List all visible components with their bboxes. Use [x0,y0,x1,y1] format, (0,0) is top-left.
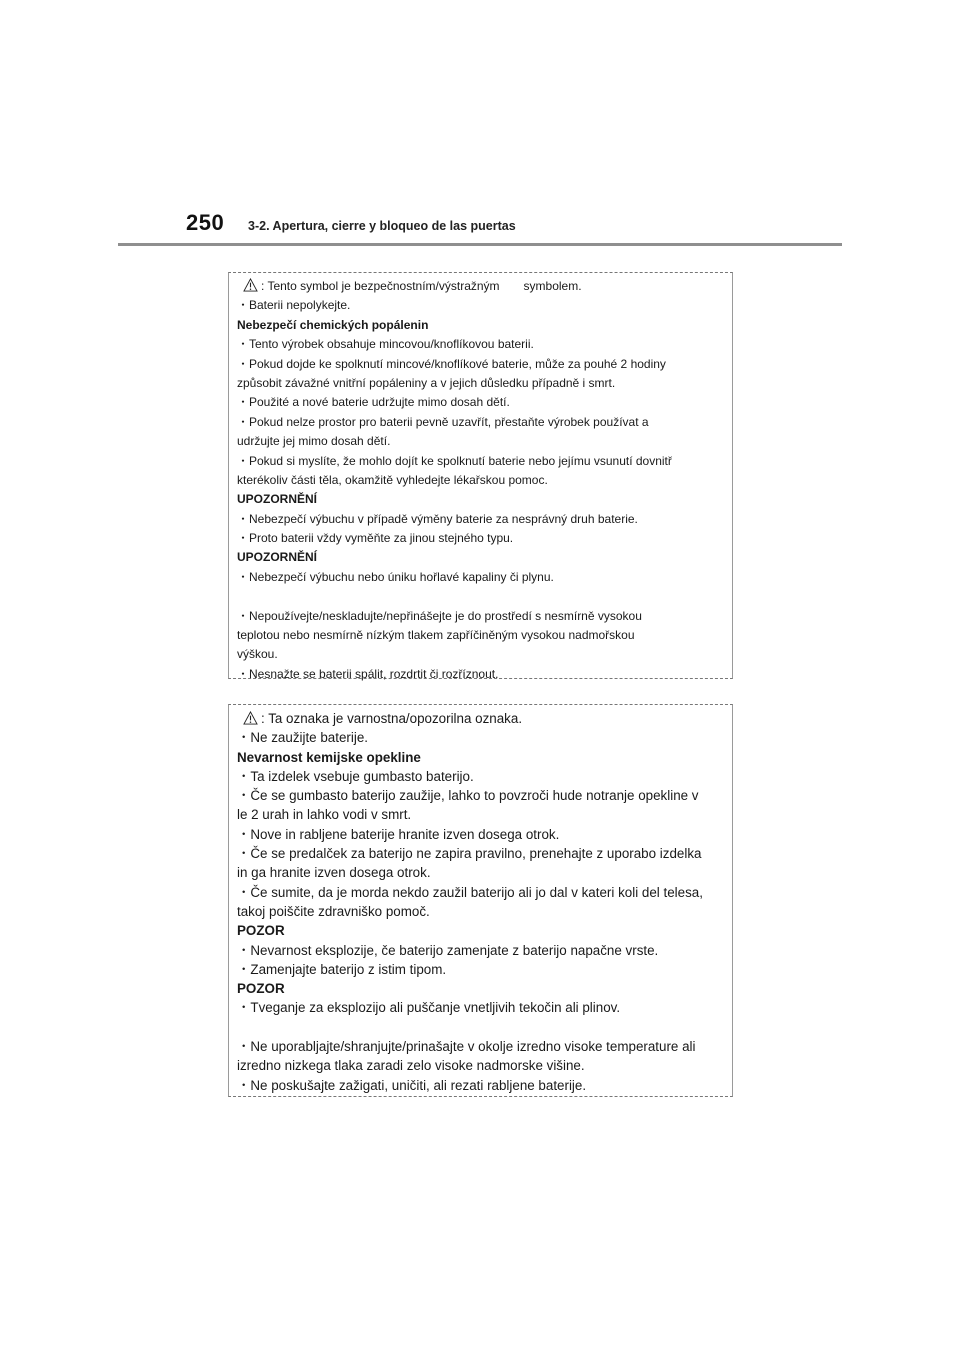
section-title: 3-2. Apertura, cierre y bloqueo de las puertas [248,219,516,233]
text-line: ・Ne uporabljajte/shranjujte/prinašajte v okolje izredno visoke temperature ali [237,1039,696,1055]
paragraph-gap [237,587,724,606]
header-rule [118,243,842,246]
symbol-line [237,277,724,296]
text-line: izredno nizkega tlaka zaradi zelo visoke nadmorske višine. [237,1058,585,1074]
text-line: ・Proto baterii vždy vyměňte za jinou stejného typu. [237,531,514,546]
page-number: 250 [186,210,225,235]
text-line: udržujte jej mimo dosah dětí. [237,434,391,449]
text-line: le 2 urah in lahko vodi v smrt. [237,807,412,823]
warning-triangle-icon [239,711,261,725]
text-line: výškou. [237,647,278,662]
text-line: ・Ta izdelek vsebuje gumbasto baterijo. [237,768,474,784]
text-line: ・Baterii nepolykejte. [237,298,351,313]
text-line: ・Nepoužívejte/neskladujte/nepřinášejte je do prostředí s nesmírně vysokou [237,608,642,623]
text-line: ・Pokud si myslíte, že mohlo dojít ke spolknutí baterie nebo jejímu vsunutí dovnitř [237,453,672,468]
heading-line: Nebezpečí chemických popálenin [237,317,429,332]
text-line: ・Nebezpečí výbuchu nebo úniku hořlavé kapaliny či plynu. [237,569,554,584]
czech-lines-after [237,607,724,685]
heading-line: POZOR [237,923,285,939]
text-line: ・Tveganje za eksplozijo ali puščanje vnetljivih tekočin ali plinov. [237,1000,621,1016]
text-line: ・Nebezpečí výbuchu v případě výměny baterie za nesprávný druh baterie. [237,511,638,526]
text-line: teplotou nebo nesmírně nízkým tlakem zapříčiněným vysokou nadmořskou [237,628,635,643]
heading-line: UPOZORNĚNÍ [237,550,318,565]
text-line: ・Tento výrobek obsahuje mincovou/knoflíkovou baterii. [237,337,534,352]
text-line: ・Pokud nelze prostor pro baterii pevně uzavřít, přestaňte výrobek používat a [237,414,649,429]
text-line: takoj poiščite zdravniško pomoč. [237,903,430,919]
warning-box-czech [228,272,733,679]
text-line: ・Če sumite, da je morda nekdo zaužil baterijo ali jo dal v kateri koli del telesa, [237,884,703,900]
text-line: způsobit závažné vnitřní popáleniny a v jejich důsledku případně i smrt. [237,375,616,390]
heading-line: POZOR [237,981,285,997]
paragraph-gap [237,1018,724,1037]
text-line: ・Nevarnost eksplozije, če baterijo zamenjate z baterijo napačne vrste. [237,942,659,958]
text-line: ・Če se gumbasto baterijo zaužije, lahko to povzroči hude notranje opekline v [237,788,699,804]
warning-box-slovene [228,704,733,1097]
slovene-lines-after [237,1037,724,1095]
text-line: ・Če se predalček za baterijo ne zapira pravilno, prenehajte z uporabo izdelka [237,846,702,862]
text-line: ・Použité a nové baterie udržujte mimo dosah dětí. [237,395,510,410]
symbol-text-end: symbolem. [523,279,582,293]
text-line: in ga hranite izven dosega otrok. [237,865,431,881]
heading-line: Nevarnost kemijske opekline [237,749,421,765]
text-line: ・Ne zaužijte baterije. [237,730,368,746]
text-line: ・Pokud dojde ke spolknutí mincové/knoflíkové baterie, může za pouhé 2 hodiny [237,356,666,371]
heading-line: UPOZORNĚNÍ [237,492,318,507]
symbol-text: : Ta oznaka je varnostna/opozorilna oznaka. [261,711,523,726]
text-line: ・Nesnažte se baterii spálit, rozdrtit či rozříznout. [237,666,499,681]
symbol-text: : Tento symbol je bezpečnostním/výstražným [261,279,500,293]
warning-triangle-icon [239,278,261,292]
text-line: kterékoliv části těla, okamžitě vyhledejte lékařskou pomoc. [237,472,548,487]
slovene-lines [237,728,724,1017]
text-line: ・Ne poskušajte zažigati, uničiti, ali rezati rabljene baterije. [237,1077,587,1093]
symbol-line [237,709,724,728]
czech-lines [237,296,724,587]
text-line: ・Nove in rabljene baterije hranite izven dosega otrok. [237,826,560,842]
text-line: ・Zamenjajte baterijo z istim tipom. [237,961,447,977]
